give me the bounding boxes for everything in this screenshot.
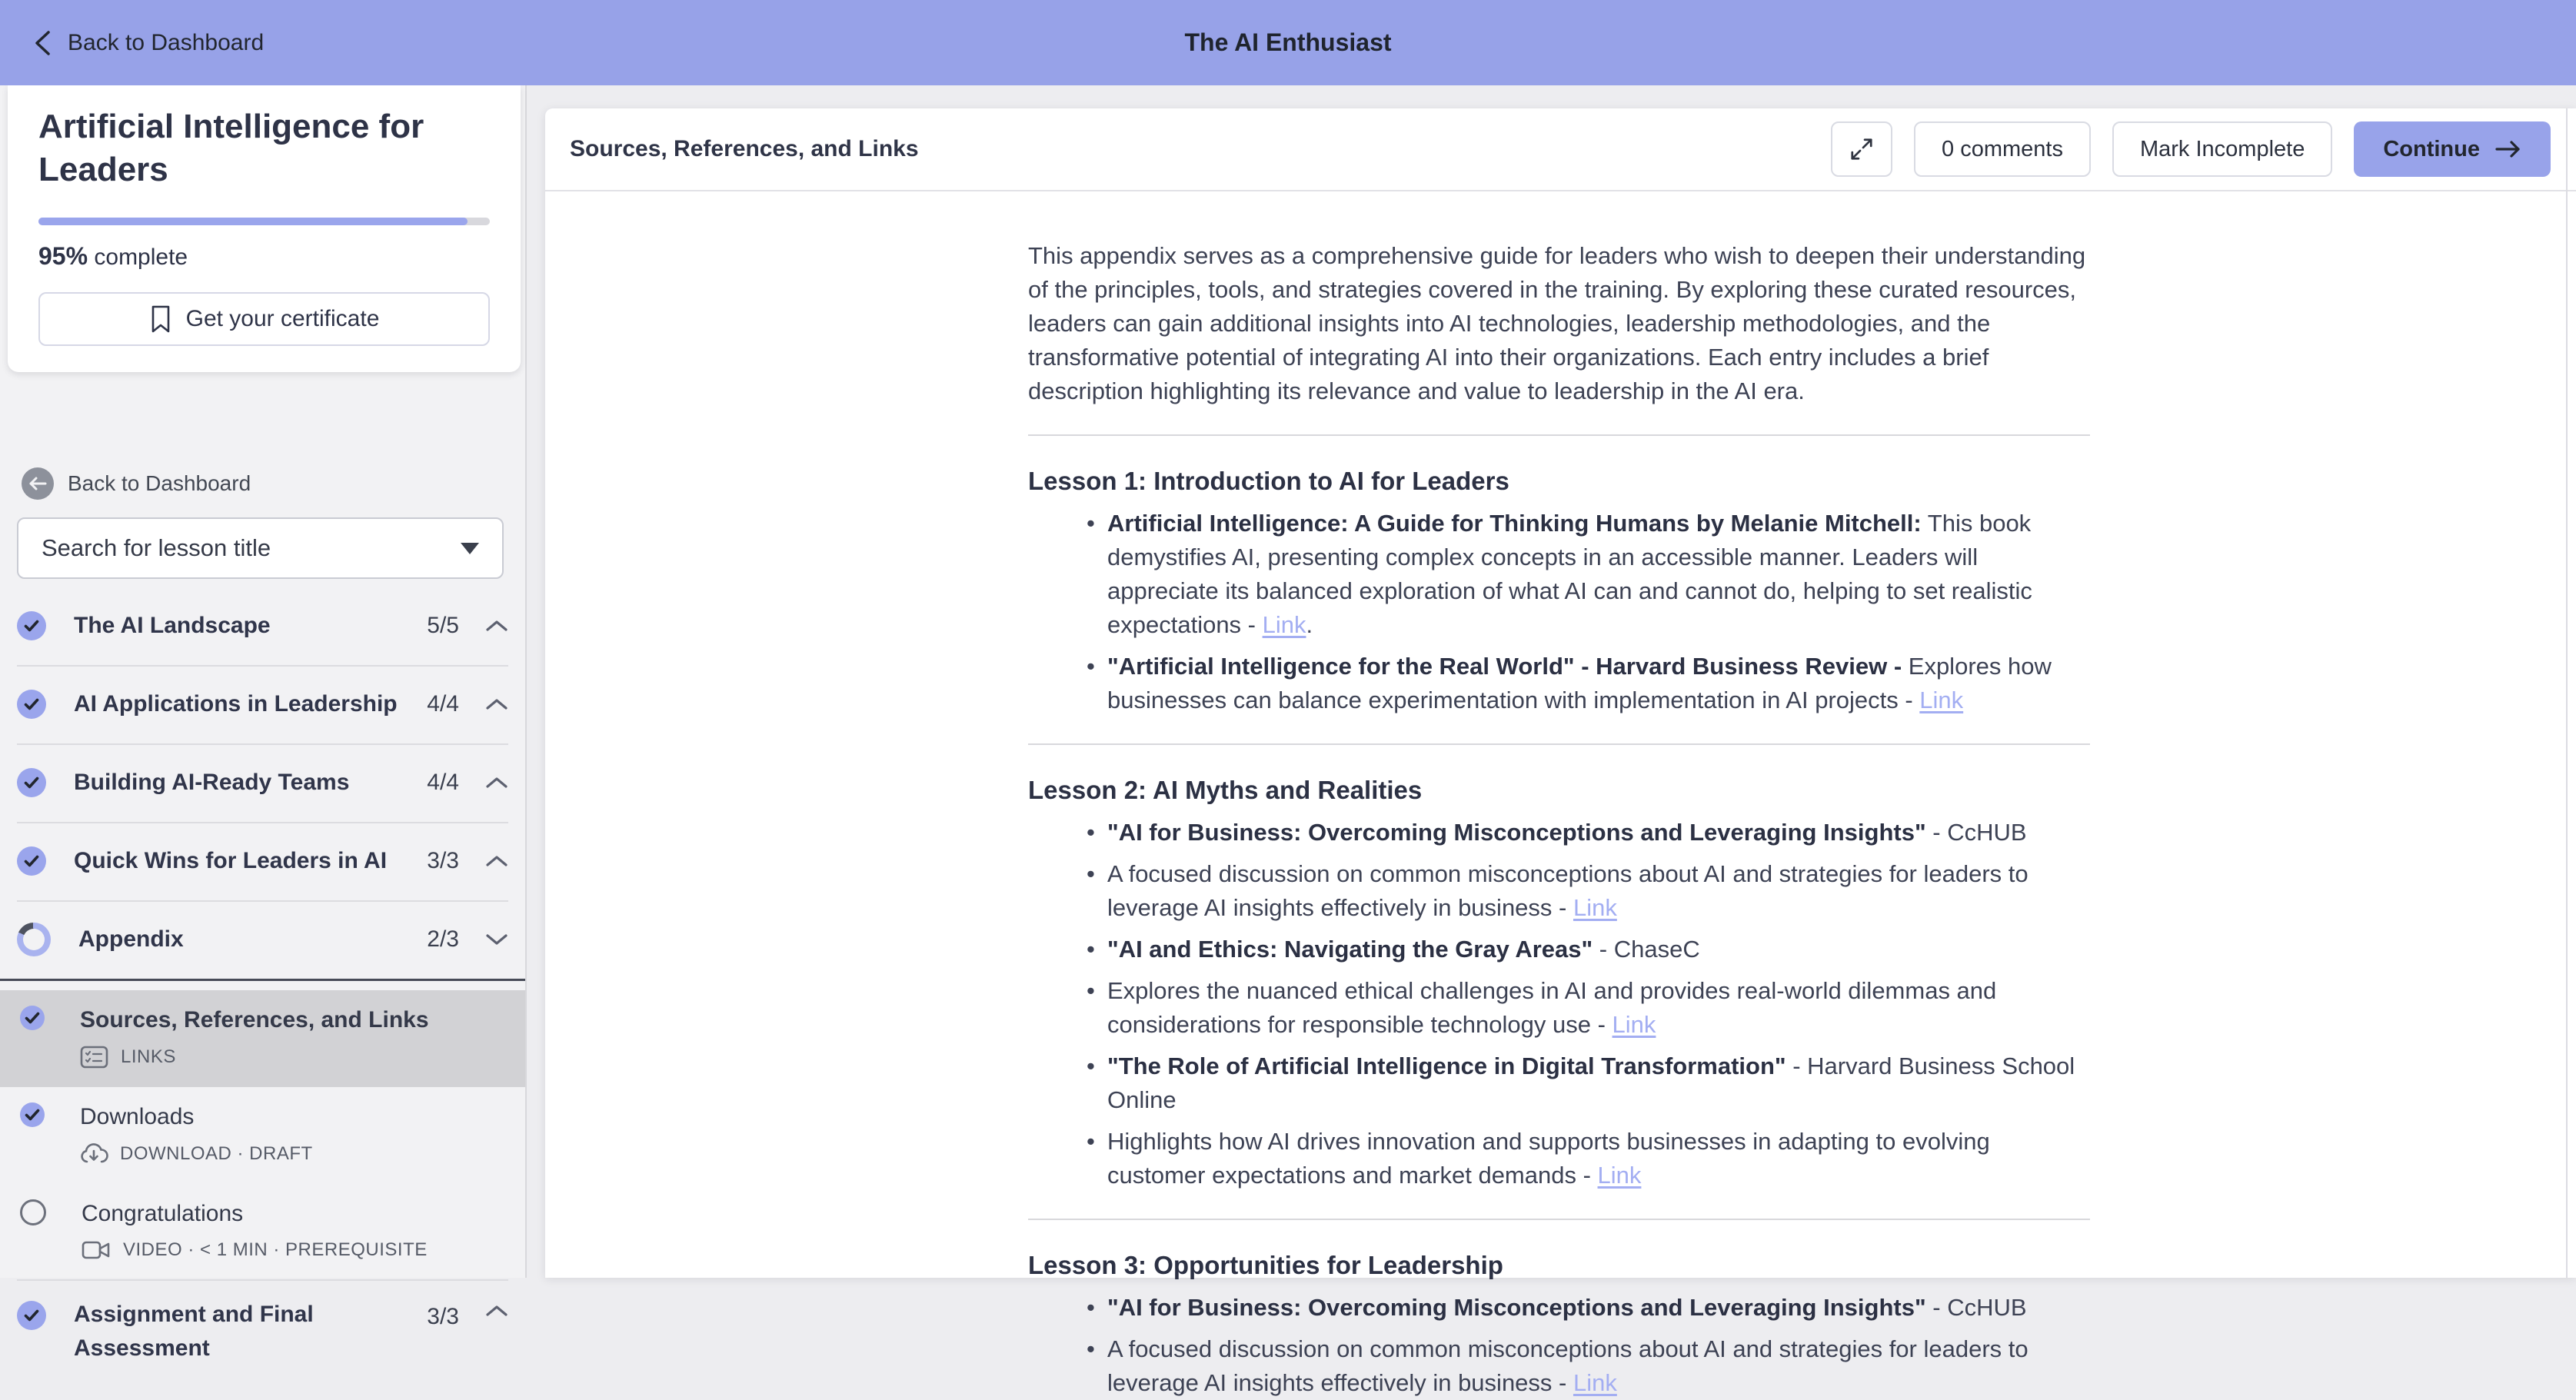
mark-incomplete-button[interactable]: Mark Incomplete bbox=[2112, 121, 2332, 177]
caret-down-icon bbox=[461, 543, 479, 554]
lesson-bullet: • Highlights how AI drives innovation and supports businesses in adapting to evolving customer expectations and market demands - Link bbox=[1107, 1125, 2090, 1192]
content-divider bbox=[1028, 1219, 2090, 1220]
lesson-search-select[interactable] bbox=[17, 517, 504, 579]
progress-ring-icon bbox=[17, 923, 51, 956]
chevron-up-icon[interactable] bbox=[485, 1304, 508, 1318]
lesson-search-placeholder: Search for lesson title bbox=[42, 534, 271, 561]
lesson-bullet: • Explores the nuanced ethical challenges in AI and provides real-world dilemmas and considerations for responsible technology use - Link bbox=[1107, 974, 2090, 1042]
lesson-item-body bbox=[82, 1199, 428, 1261]
bullet-link[interactable]: Link bbox=[1573, 1369, 1617, 1396]
section-title: Assignment and Final Assessment bbox=[74, 1302, 314, 1361]
lesson-panel bbox=[545, 108, 2576, 1396]
lesson-heading: Lesson 3: Opportunities for Leadership bbox=[1028, 1251, 1503, 1279]
section-title: Appendix bbox=[78, 926, 184, 952]
check-circle-icon bbox=[20, 1102, 45, 1127]
lesson-item-meta-label: LINKS bbox=[121, 1046, 176, 1067]
section-row[interactable] bbox=[0, 587, 525, 665]
lesson-bullet-list bbox=[1028, 816, 2090, 1192]
arrow-left-circle-icon bbox=[22, 467, 54, 500]
lesson-bullet: • Artificial Intelligence: A Guide for Thinking Humans by Melanie Mitchell: This book demystifies AI, presenting complex concepts in an accessible manner. Leaders will appreciate its balanced exploration of what AI can and cannot do, helping to set realistic expectations - Link. bbox=[1107, 507, 2090, 642]
course-title: Artificial Intelligence for Leaders bbox=[38, 108, 424, 188]
back-to-dashboard-topbar[interactable] bbox=[32, 0, 264, 85]
lesson-item-meta bbox=[80, 1046, 429, 1069]
lesson-item-body bbox=[80, 1006, 429, 1069]
lesson-sections-list bbox=[0, 587, 525, 1381]
check-circle-icon bbox=[20, 1006, 45, 1030]
progress-bar bbox=[38, 218, 490, 225]
lesson-content bbox=[1028, 190, 2090, 1396]
section-row[interactable] bbox=[0, 743, 525, 822]
empty-circle-icon bbox=[20, 1199, 46, 1225]
section-count: 2/3 bbox=[427, 926, 459, 952]
intro-paragraph: This appendix serves as a comprehensive guide for leaders who wish to deepen their understanding of the principles, tools, and strategies covered in the training. By exploring these curated resources, leaders can gain additional insights into AI technologies, leadership methodologies, and the transformative potential of integrating AI into their organizations. Each entry includes a brief description highlighting its relevance and value to leadership in the AI era. bbox=[1028, 242, 2086, 404]
progress-bar-fill bbox=[38, 218, 468, 225]
back-to-dashboard-sidebar[interactable] bbox=[22, 467, 251, 500]
download-icon bbox=[80, 1142, 108, 1166]
section-title: The AI Landscape bbox=[74, 613, 271, 638]
course-sidebar bbox=[0, 85, 527, 1361]
bullet-bold-text: Artificial Intelligence: A Guide for Thinking Humans by Melanie Mitchell: bbox=[1107, 510, 1922, 537]
lesson-bullet: • "AI for Business: Overcoming Misconceptions and Leveraging Insights" - CcHUB bbox=[1107, 1291, 2090, 1325]
app-title: The AI Enthusiast bbox=[1184, 28, 1392, 56]
video-icon bbox=[82, 1239, 111, 1261]
section-count: 4/4 bbox=[427, 691, 459, 717]
chevron-up-icon[interactable] bbox=[485, 697, 508, 711]
bullet-bold-text: "AI for Business: Overcoming Misconceptions and Leveraging Insights" bbox=[1107, 819, 1926, 846]
bullet-link[interactable]: Link bbox=[1919, 687, 1964, 713]
chevron-up-icon[interactable] bbox=[485, 854, 508, 868]
section-row[interactable] bbox=[0, 1279, 525, 1381]
chevron-left-icon bbox=[32, 28, 52, 58]
section-count: 4/4 bbox=[427, 770, 459, 795]
lesson-item[interactable] bbox=[0, 1184, 525, 1279]
section-title: AI Applications in Leadership bbox=[74, 691, 398, 717]
panel-right-edge bbox=[2566, 108, 2568, 1278]
progress-label: 95% complete bbox=[38, 242, 188, 270]
bullet-link[interactable]: Link bbox=[1612, 1011, 1656, 1038]
back-to-dashboard-label: Back to Dashboard bbox=[68, 29, 265, 55]
check-circle-icon bbox=[17, 690, 46, 719]
section-row[interactable] bbox=[0, 900, 525, 979]
lesson-header bbox=[545, 108, 2576, 191]
chevron-down-icon[interactable] bbox=[485, 933, 508, 946]
content-divider bbox=[1028, 434, 2090, 436]
bullet-bold-text: "The Role of Artificial Intelligence in Digital Transformation" bbox=[1107, 1052, 1786, 1079]
bullet-bold-text: "AI and Ethics: Navigating the Gray Areas" bbox=[1107, 936, 1593, 963]
bullet-link[interactable]: Link bbox=[1573, 894, 1617, 921]
section-row[interactable] bbox=[0, 665, 525, 743]
section-count: 3/3 bbox=[427, 848, 459, 873]
continue-button[interactable]: Continue bbox=[2354, 121, 2551, 177]
lesson-bullet-list bbox=[1028, 1291, 2090, 1400]
lesson-bullet: • "AI for Business: Overcoming Misconceptions and Leveraging Insights" - CcHUB bbox=[1107, 816, 2090, 850]
lesson-item-title: Congratulations bbox=[82, 1201, 244, 1226]
lesson-heading: Lesson 2: AI Myths and Realities bbox=[1028, 776, 1423, 804]
check-circle-icon bbox=[17, 768, 46, 797]
comments-button[interactable]: 0 comments bbox=[1914, 121, 2091, 177]
lesson-item[interactable] bbox=[0, 1087, 525, 1184]
section-row[interactable] bbox=[0, 822, 525, 900]
lesson-item-meta-label: VIDEO · < 1 MIN · PREREQUISITE bbox=[123, 1239, 428, 1260]
bullet-link[interactable]: Link bbox=[1262, 611, 1306, 638]
lesson-bullet-list bbox=[1028, 507, 2090, 717]
bullet-link[interactable]: Link bbox=[1597, 1162, 1642, 1189]
lesson-item-meta-label: DOWNLOAD · DRAFT bbox=[120, 1143, 313, 1164]
lesson-bullet: • "Artificial Intelligence for the Real World" - Harvard Business Review - Explores how businesses can balance experimentation with implementation in AI projects - Link bbox=[1107, 650, 2090, 717]
section-count: 5/5 bbox=[427, 613, 459, 638]
check-circle-icon bbox=[17, 611, 46, 640]
section-count: 3/3 bbox=[427, 1304, 459, 1329]
header-actions bbox=[1831, 121, 2551, 177]
chevron-up-icon[interactable] bbox=[485, 776, 508, 790]
lesson-bullet: • A focused discussion on common misconceptions about AI and strategies for leaders to leverage AI insights effectively in business - Link bbox=[1107, 1332, 2090, 1400]
bullet-bold-text: "Artificial Intelligence for the Real World" - Harvard Business Review - bbox=[1107, 653, 1902, 680]
lesson-heading: Lesson 1: Introduction to AI for Leaders bbox=[1028, 467, 1509, 495]
arrow-right-icon bbox=[2495, 138, 2521, 160]
links-icon bbox=[80, 1046, 108, 1069]
bullet-bold-text: "AI for Business: Overcoming Misconceptions and Leveraging Insights" bbox=[1107, 1294, 1926, 1321]
content-divider bbox=[1028, 743, 2090, 745]
lesson-bullet: • "AI and Ethics: Navigating the Gray Areas" - ChaseC bbox=[1107, 933, 2090, 966]
section-title: Quick Wins for Leaders in AI bbox=[74, 848, 388, 873]
lesson-item-title: Downloads bbox=[80, 1104, 195, 1129]
lesson-item[interactable] bbox=[0, 990, 525, 1087]
expand-button[interactable] bbox=[1831, 121, 1892, 177]
check-circle-icon bbox=[17, 1301, 46, 1330]
lesson-item-title: Sources, References, and Links bbox=[80, 1007, 429, 1033]
lesson-bullet: • A focused discussion on common misconceptions about AI and strategies for leaders to leverage AI insights effectively in business - Link bbox=[1107, 857, 2090, 925]
section-subitems bbox=[0, 979, 525, 1279]
lesson-item-meta bbox=[82, 1239, 428, 1261]
expand-diagonal-icon bbox=[1847, 135, 1876, 164]
chevron-up-icon[interactable] bbox=[485, 619, 508, 633]
back-link-label: Back to Dashboard bbox=[68, 471, 251, 495]
lesson-title: Sources, References, and Links bbox=[570, 136, 919, 161]
lesson-item-meta bbox=[80, 1142, 313, 1166]
check-circle-icon bbox=[17, 846, 46, 876]
course-card bbox=[8, 85, 521, 372]
get-certificate-button[interactable]: Get your certificate bbox=[38, 292, 490, 346]
lesson-bullet: • "The Role of Artificial Intelligence in Digital Transformation" - Harvard Business School Online bbox=[1107, 1049, 2090, 1117]
lesson-item-body bbox=[80, 1102, 313, 1166]
bookmark-icon bbox=[149, 304, 172, 334]
top-bar bbox=[0, 0, 2576, 85]
section-title: Building AI-Ready Teams bbox=[74, 770, 350, 795]
